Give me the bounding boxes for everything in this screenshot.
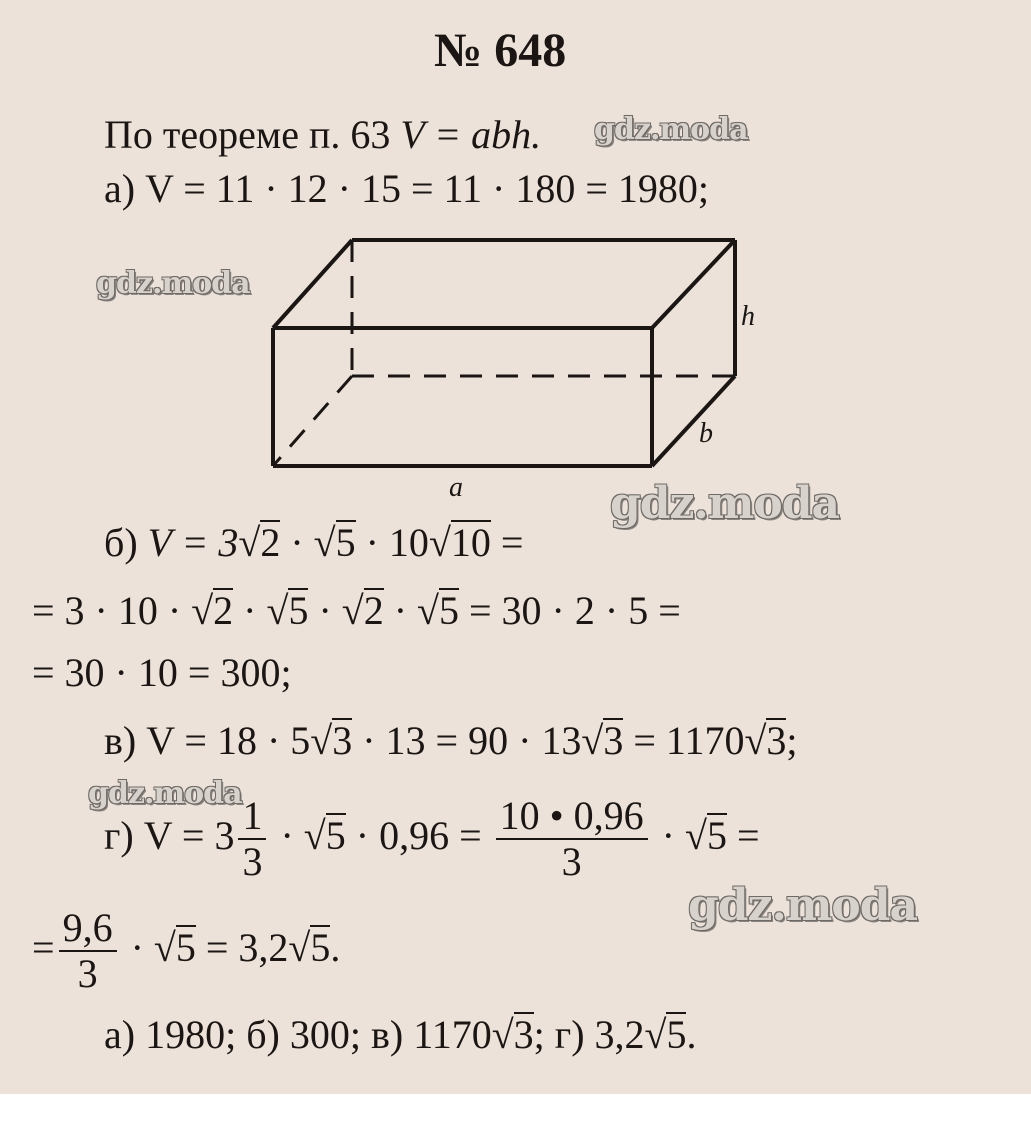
operator: · xyxy=(233,588,267,633)
sqrt-sign: √ xyxy=(644,1012,667,1057)
numerator: 1 xyxy=(238,796,266,840)
bottom-margin xyxy=(0,1094,1031,1129)
denominator: 3 xyxy=(77,951,98,996)
answer-g-prefix: г) 3,2 xyxy=(554,1012,645,1057)
equals: = xyxy=(32,925,55,971)
terminator: ; xyxy=(533,1012,545,1057)
radicand: 5 xyxy=(175,925,196,971)
part-a-label: а) xyxy=(104,166,136,211)
operator: · xyxy=(308,588,342,633)
fraction xyxy=(59,905,117,996)
radicand: 5 xyxy=(706,813,727,859)
equals: = xyxy=(726,813,760,859)
sqrt-sign: √ xyxy=(266,588,289,633)
denominator: 3 xyxy=(561,839,582,884)
operator: · xyxy=(120,925,154,971)
numerator: 10 • 0,96 xyxy=(496,796,648,840)
part-v-line xyxy=(104,718,798,764)
numerator: 9,6 xyxy=(59,908,117,952)
answer-v xyxy=(371,1012,545,1057)
sqrt-5 xyxy=(685,813,727,859)
sqrt-3 xyxy=(492,1012,534,1058)
mixed-fraction xyxy=(238,793,266,884)
sqrt-sign: √ xyxy=(744,718,767,763)
radicand: 5 xyxy=(288,588,309,633)
sqrt-3 xyxy=(581,718,623,764)
operator-term: · 10 xyxy=(355,520,429,565)
radicand: 10 xyxy=(450,520,491,565)
box-hidden-edges xyxy=(273,240,735,466)
radicand: 5 xyxy=(310,925,331,971)
sqrt-5 xyxy=(266,588,308,634)
answer-v-prefix: в) 1170 xyxy=(370,1012,492,1057)
radicand: 5 xyxy=(335,520,356,565)
sqrt-sign: √ xyxy=(417,588,439,633)
sqrt-5 xyxy=(288,925,330,971)
part-a-text: V = 11 · 12 · 15 = 11 · 180 = 1980; xyxy=(145,166,710,211)
answer-line xyxy=(104,1012,696,1058)
edge-label-b: b xyxy=(699,418,713,449)
part-v-label: в) xyxy=(104,718,137,763)
operator-term: · 0,96 = xyxy=(345,813,492,859)
part-b-lhs: V = 3 xyxy=(147,520,239,565)
answer-b: б) 300; xyxy=(246,1012,361,1057)
radicand: 3 xyxy=(513,1012,534,1057)
operator-term: = 3,2 xyxy=(195,925,289,971)
sqrt-sign: √ xyxy=(581,718,604,763)
radicand: 3 xyxy=(603,718,624,763)
radicand: 3 xyxy=(332,718,353,763)
radicand: 2 xyxy=(213,588,234,633)
watermark-2: gdz.moda xyxy=(96,266,250,301)
sqrt-sign: √ xyxy=(238,520,261,565)
terminator: ; xyxy=(786,718,798,763)
radicand: 2 xyxy=(260,520,281,565)
part-b-line-2 xyxy=(32,588,681,634)
sqrt-2 xyxy=(238,520,280,566)
part-b-line-1 xyxy=(104,520,523,566)
sqrt-5 xyxy=(645,1012,687,1058)
operator: · xyxy=(270,813,304,859)
watermark-4: gdz.moda xyxy=(88,776,242,811)
part-g-label: г) xyxy=(104,813,134,859)
denominator: 3 xyxy=(242,839,263,884)
part-b-line2-suffix: = 30 · 2 · 5 = xyxy=(459,588,681,633)
answer-g xyxy=(555,1012,697,1057)
fraction xyxy=(496,793,648,884)
radicand: 3 xyxy=(766,718,787,763)
part-b-line-3: = 30 · 10 = 300; xyxy=(32,650,292,695)
operator: · xyxy=(383,588,418,633)
sqrt-10 xyxy=(429,520,491,566)
volume-formula: V = abh. xyxy=(400,112,542,157)
operator-term: = 1170 xyxy=(623,718,745,763)
sqrt-sign: √ xyxy=(313,520,336,565)
box-solid-edges xyxy=(273,240,735,466)
operator: · xyxy=(280,520,314,565)
sqrt-sign: √ xyxy=(428,520,451,565)
sqrt-sign: √ xyxy=(288,925,311,971)
sqrt-sign: √ xyxy=(310,718,333,763)
sqrt-sign: √ xyxy=(153,925,176,971)
part-g-line-2 xyxy=(32,905,341,996)
sqrt-3 xyxy=(744,718,786,764)
radicand: 5 xyxy=(439,588,459,633)
edge-label-a: a xyxy=(449,472,463,503)
sqrt-5 xyxy=(417,588,459,634)
sqrt-sign: √ xyxy=(684,813,707,859)
sqrt-3 xyxy=(310,718,352,764)
terminator: . xyxy=(330,925,341,971)
answer-a: а) 1980; xyxy=(104,1012,237,1057)
sqrt-sign: √ xyxy=(303,813,326,859)
sqrt-2 xyxy=(191,588,233,634)
part-b-label: б) xyxy=(104,520,138,565)
radicand: 5 xyxy=(666,1012,687,1057)
watermark-1: gdz.moda xyxy=(594,112,748,147)
part-v-lhs: V = 18 · 5 xyxy=(146,718,311,763)
sqrt-5 xyxy=(154,925,196,971)
intro-text: По теореме п. 63 xyxy=(104,112,391,157)
radicand: 2 xyxy=(363,588,384,633)
sqrt-5 xyxy=(314,520,356,566)
watermark-5: gdz.moda xyxy=(688,880,918,931)
operator-term: · 13 = 90 · 13 xyxy=(352,718,582,763)
equals: = xyxy=(490,520,524,565)
sqrt-sign: √ xyxy=(491,1012,514,1057)
terminator: . xyxy=(686,1012,697,1057)
sqrt-2 xyxy=(342,588,384,634)
part-g-lhs: V = 3 xyxy=(143,813,235,859)
operator: · xyxy=(651,813,685,859)
sqrt-5 xyxy=(304,813,346,859)
sqrt-sign: √ xyxy=(191,588,214,633)
sqrt-sign: √ xyxy=(341,588,364,633)
watermark-3: gdz.moda xyxy=(610,478,840,529)
radicand: 5 xyxy=(325,813,346,859)
problem-number: № 648 xyxy=(434,24,567,77)
part-b-line2-prefix: = 3 · 10 · xyxy=(32,588,192,633)
edge-label-h: h xyxy=(741,301,755,332)
